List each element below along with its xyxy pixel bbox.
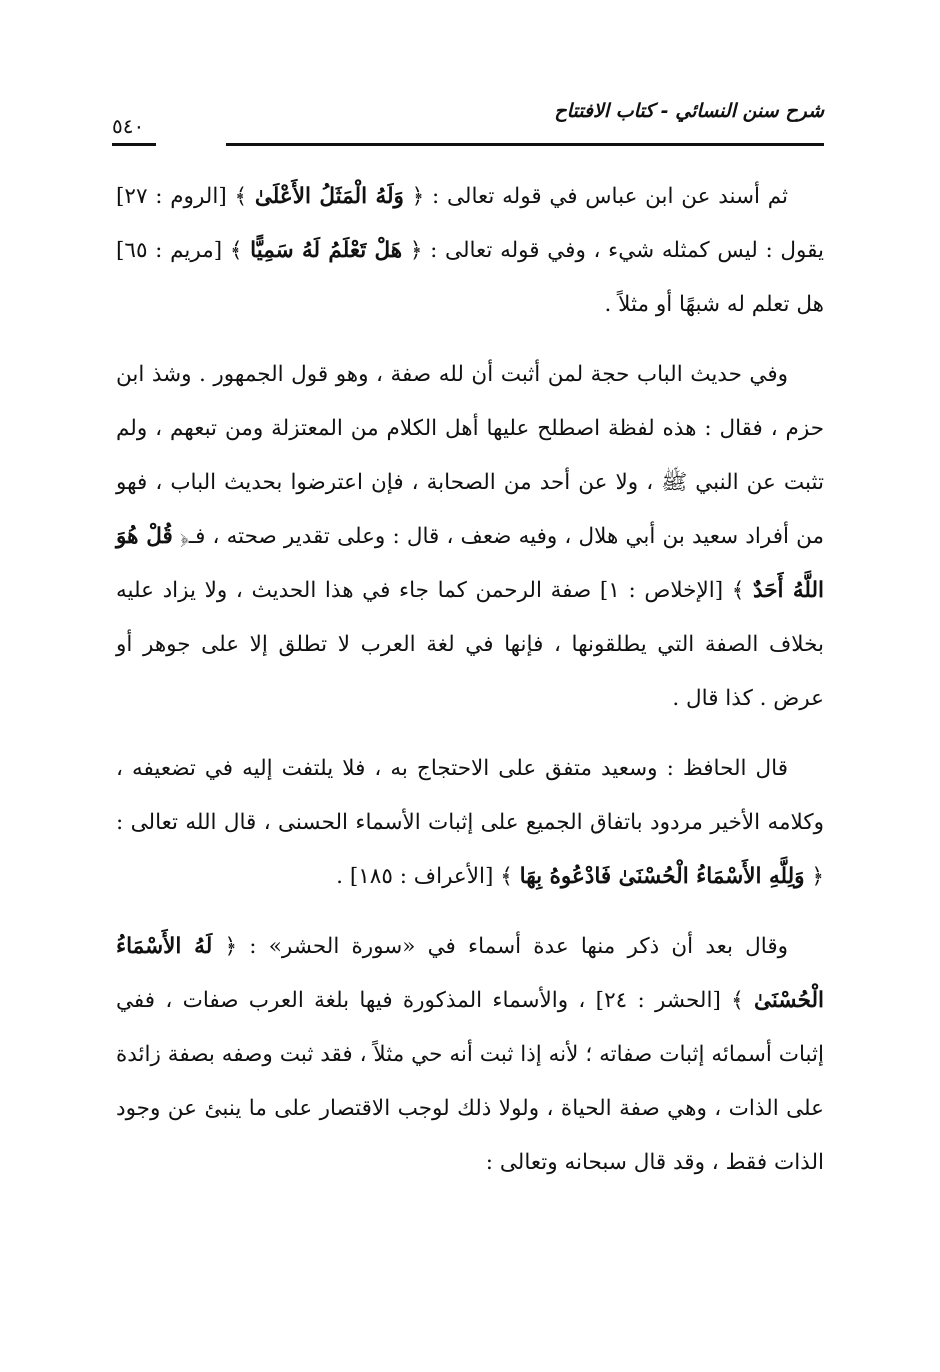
text-run: ﴾ [الحشر : ٢٤] ، والأسماء المذكورة فيها بلغة العرب صفات ، ففي إثبات أسمائه إثبات صفاته ؛ لأنه إذا ثبت أنه حي مثلاً ، فقد ثبت وصفه بصفة زائدة على الذات ، وهي صفة الحياة ، ولولا ذلك لوجب الاقتصار على ما ينبئ عن وجود الذات فقط ، وقد قال سبحانه وتعالى : (116, 988, 824, 1175)
header-rule (226, 143, 824, 146)
page-number: ٥٤٠ (112, 114, 145, 138)
quran-verse: وَلَهُ الْمَثَلُ الأَعْلَىٰ (254, 184, 404, 209)
page-body (116, 170, 824, 1206)
text-run: ﴾ [مريم : ٦٥] هل تعلم له شبهًا أو مثلاً . (116, 238, 824, 317)
quran-verse: لَهُ الأَسْمَاءُ الْحُسْنَىٰ (116, 934, 825, 1013)
text-run: وفي حديث الباب حجة لمن أثبت أن لله صفة ، وهو قول الجمهور . وشذ ابن حزم ، فقال : هذه لفظة اصطلح عليها أهل الكلام من المعتزلة ومن تبعهم ، ولم تثبت عن النبي ﷺ ، ولا عن أحد من الصحابة ، فإن اعترضوا بحديث الباب ، فهو من أفراد سعيد بن أبي هلال ، وفيه ضعف ، قال : وعلى تقدير صحته ، فـ﴿ (116, 362, 824, 549)
paragraph-3 (116, 742, 824, 904)
text-run: ﴾ [الأعراف : ١٨٥] . (336, 864, 520, 889)
text-run: قال الحافظ : وسعيد متفق على الاحتجاج به ، فلا يلتفت إليه في تضعيفه ، وكلامه الأخير مردود باتفاق الجميع على إثبات الأسماء الحسنى ، قال الله تعالى : ﴿ (116, 756, 824, 889)
quran-verse: هَلْ تَعْلَمُ لَهُ سَمِيًّا (250, 238, 403, 263)
running-header (112, 96, 824, 140)
paragraph-1 (116, 170, 824, 332)
quran-verse: قُلْ هُوَ اللَّهُ أَحَدٌ (116, 524, 824, 603)
paragraph-4 (116, 920, 824, 1190)
text-run: ﴾ [الروم : ٢٧] يقول : ليس كمثله شيء ، وفي قوله تعالى : ﴿ (116, 184, 825, 263)
quran-verse: وَلِلَّهِ الأَسْمَاءُ الْحُسْنَىٰ فَادْعُوهُ بِهَا (519, 864, 805, 889)
paragraph-2 (116, 348, 824, 726)
text-run: ﴾ [الإخلاص : ١] صفة الرحمن كما جاء في هذا الحديث ، ولا يزاد عليه بخلاف الصفة التي يطلقونها ، فإنها في لغة العرب لا تطلق إلا على جوهر أو عرض . كذا قال . (116, 578, 824, 711)
text-run: وقال بعد أن ذكر منها عدة أسماء في «سورة الحشر» : ﴿ (212, 934, 788, 959)
text-run: ثم أسند عن ابن عباس في قوله تعالى : ﴿ (403, 184, 788, 209)
header-rule-short (112, 143, 156, 146)
header-title: شرح سنن النسائي - كتاب الافتتاح (554, 100, 824, 122)
